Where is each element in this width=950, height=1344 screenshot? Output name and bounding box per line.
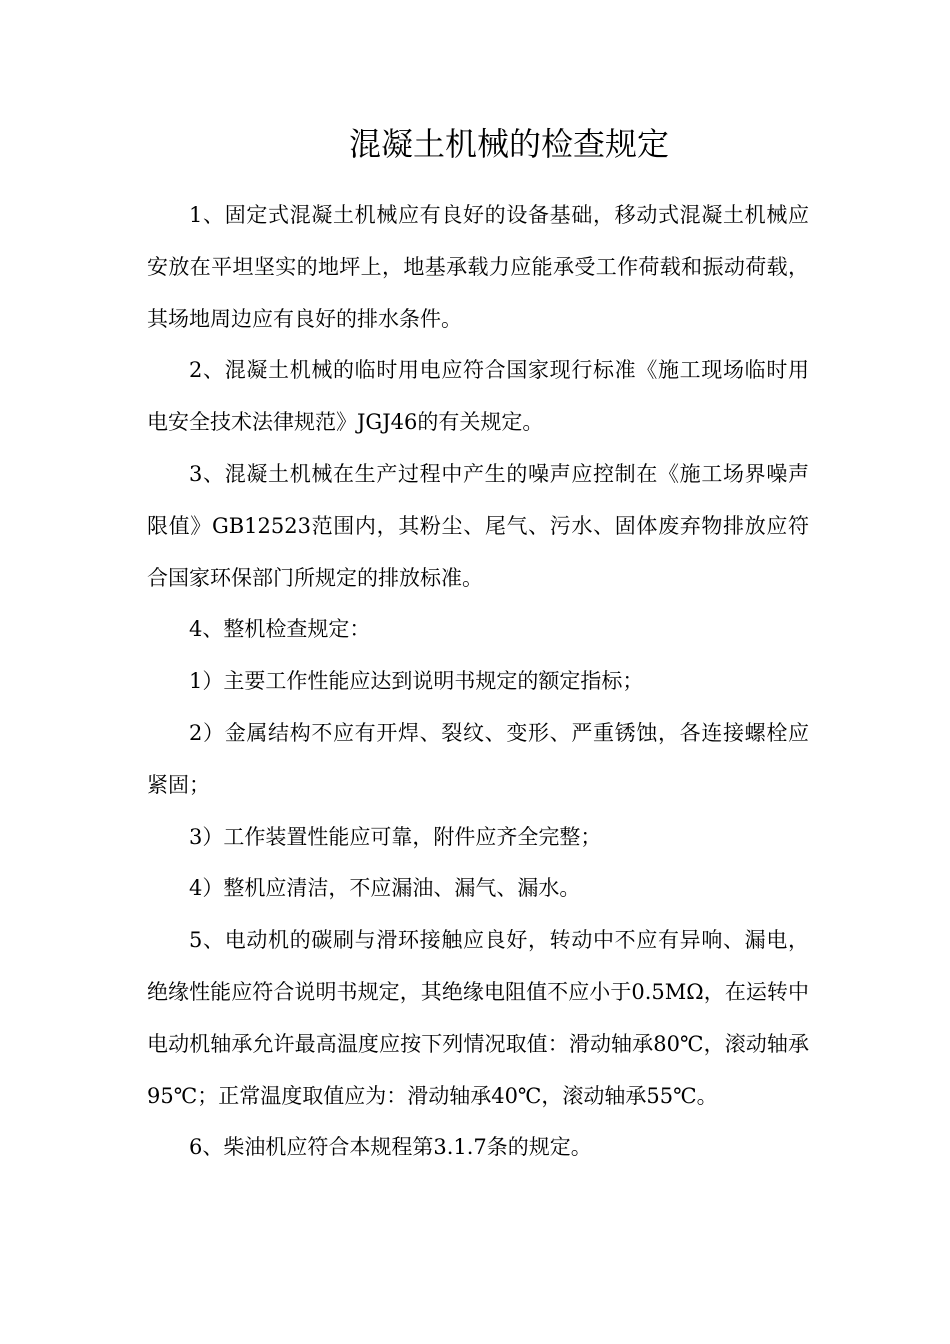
list-item-1: 1）主要工作性能应达到说明书规定的额定指标； [189, 669, 644, 694]
list-item-3: 3）工作装置性能应可靠，附件应齐全完整； [189, 824, 602, 849]
paragraph-5: 5、电动机的碳刷与滑环接触应良好，转动中不应有异响、漏电，绝缘性能应符合说明书规定，其绝缘电阻值不应小于0.5MΩ，在运转中电动机轴承允许最高温度应按下列情况取值：滑动轴承80℃，滚动轴承95℃；正常温度取值应为：滑动轴承40℃，滚动轴承55℃。 [147, 928, 809, 1108]
page-title: 混凝土机械的检查规定 [348, 125, 669, 163]
list-item-2: 2）金属结构不应有开焊、裂纹、变形、严重锈蚀，各连接螺栓应紧固； [147, 720, 809, 797]
list-item-4: 4）整机应清洁，不应漏油、漏气、漏水。 [189, 876, 581, 901]
document-body [147, 190, 809, 1174]
paragraph-2: 2、混凝土机械的临时用电应符合国家现行标准《施工现场临时用电安全技术法律规范》JGJ46的有关规定。 [147, 358, 809, 435]
paragraph-4: 4、整机检查规定： [189, 617, 371, 642]
paragraph-6: 6、柴油机应符合本规程第3.1.7条的规定。 [189, 1135, 592, 1160]
paragraph-1: 1、固定式混凝土机械应有良好的设备基础，移动式混凝土机械应安放在平坦坚实的地坪上，地基承载力应能承受工作荷载和振动荷载，其场地周边应有良好的排水条件。 [147, 203, 809, 331]
paragraph-3: 3、混凝土机械在生产过程中产生的噪声应控制在《施工场界噪声限值》GB12523范围内，其粉尘、尾气、污水、固体废弃物排放应符合国家环保部门所规定的排放标准。 [147, 461, 809, 590]
